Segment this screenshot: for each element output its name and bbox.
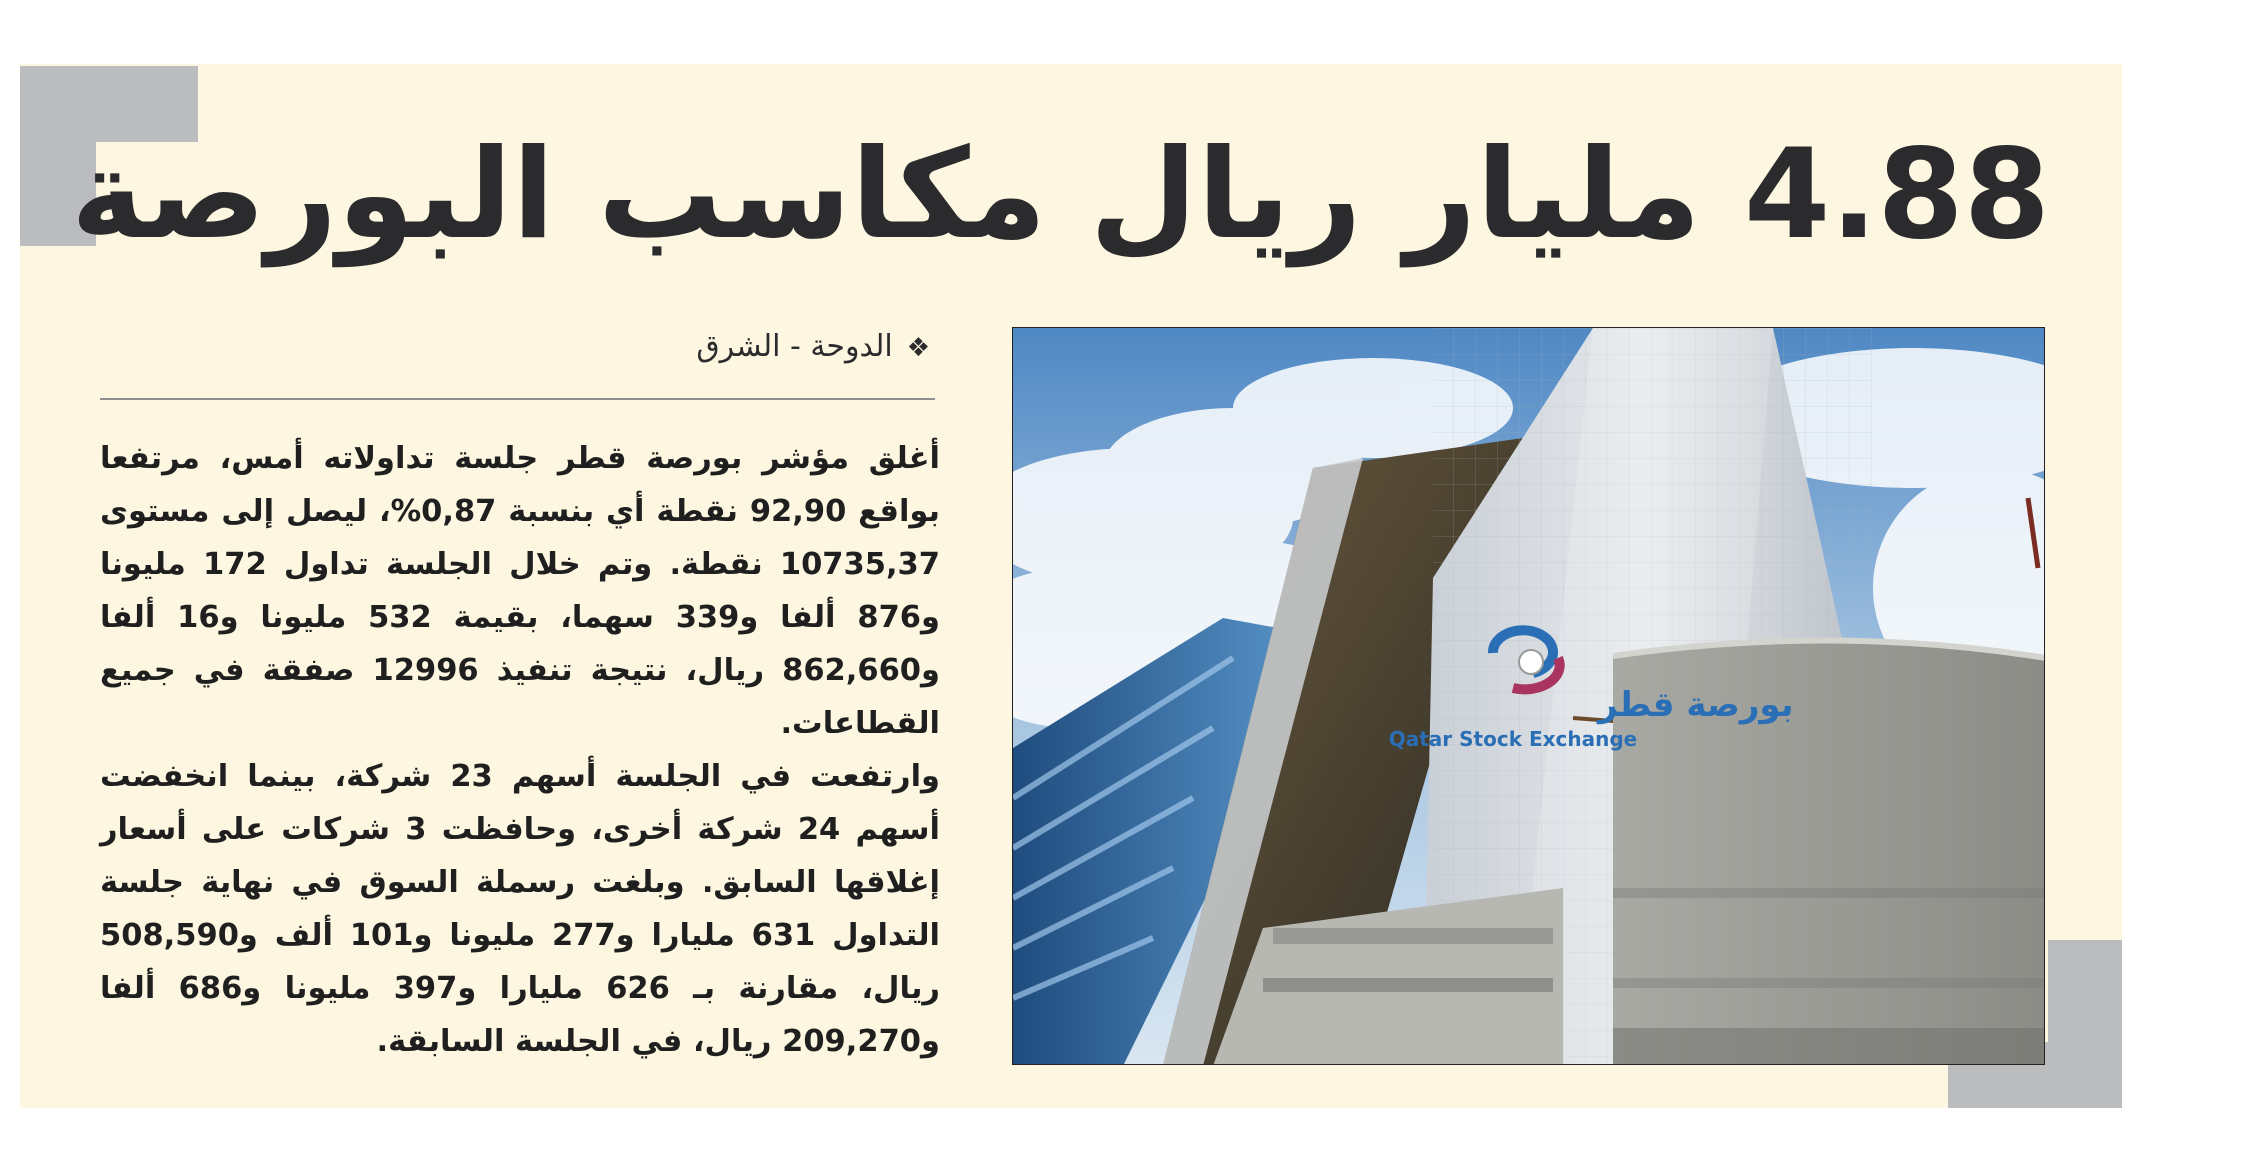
paragraph-2: وارتفعت في الجلسة أسهم 23 شركة، بينما انخفضت أسهم 24 شركة أخرى، وحافظت 3 شركات على أسعار إغلاقها السابق. وبلغت رسملة السوق في نهاية جلسة التداول 631 مليارا و277 مليونا و101 ألف و508,590 ريال، مقارنة بـ 626 مليارا و397 مليونا و686 ألفا و209,270 ريال، في الجلسة السابقة. (100, 759, 940, 1059)
dateline (640, 322, 930, 372)
diamond-bullet-icon: ❖ (906, 333, 930, 363)
dateline-text: الدوحة - الشرق (696, 329, 893, 364)
qse-building-photo (1012, 327, 2045, 1065)
article-body (100, 432, 940, 1068)
divider-rule (100, 398, 935, 400)
headline: 4.88 مليار ريال مكاسب البورصة (70, 123, 2050, 267)
sign-arabic: بورصة قطر (1598, 685, 1794, 725)
corner-bracket-bottom-right-stem (2048, 940, 2122, 1108)
paragraph-1: أغلق مؤشر بورصة قطر جلسة تداولاته أمس، مرتفعا بواقع 92,90 نقطة أي بنسبة 0,87%، ليصل إلى مستوى 10735,37 نقطة. وتم خلال الجلسة تداول 172 مليونا و876 ألفا و339 سهما، بقيمة 532 مليونا و16 ألفا و862,660 ريال، نتيجة تنفيذ 12996 صفقة في جميع القطاعات. (100, 441, 941, 741)
sign-english: Qatar Stock Exchange (1388, 727, 1638, 751)
